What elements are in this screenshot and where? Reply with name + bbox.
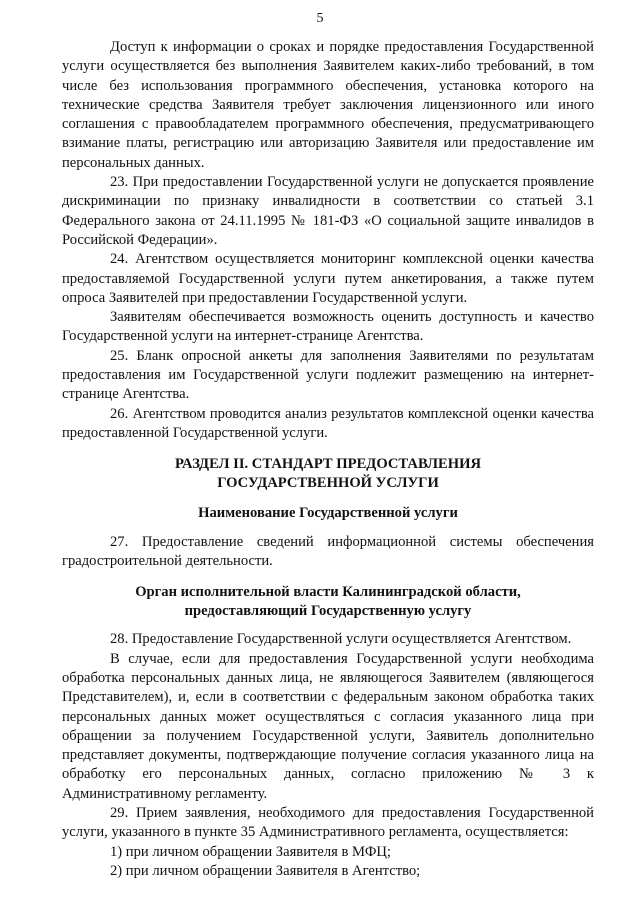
paragraph-29: 29. Прием заявления, необходимого для предоставления Государственной услуги, указанного в пункте 35 Административного регламента, осуществляется: (62, 805, 594, 841)
document-body (62, 38, 594, 881)
paragraph-24: 24. Агентством осуществляется мониторинг комплексной оценки качества предоставляемой Государственной услуги путем анкетирования, а также путем опроса Заявителей при предоставлении Государственной услуги. (62, 251, 594, 306)
subsection-title-service-name: Наименование Государственной услуги (198, 505, 458, 522)
subsection-heading-authority (62, 583, 594, 620)
subsection-title-authority-line-2: предоставляющий Государственную услугу (184, 602, 472, 619)
paragraph-28: 28. Предоставление Государственной услуги осуществляется Агентством. (110, 631, 572, 648)
paragraph-quality-assessment: Заявителям обеспечивается возможность оценить доступность и качество Государственной услуги на интернет-странице Агентства. (62, 309, 594, 345)
paragraph-26: 26. Агентством проводится анализ результатов комплексной оценки качества предоставленной Государственной услуги. (62, 405, 594, 441)
section-title-line-2: ГОСУДАРСТВЕННОЙ УСЛУГИ (217, 474, 439, 491)
paragraph-info-access: Доступ к информации о сроках и порядке предоставления Государственной услуги осуществляется без выполнения Заявителем каких-либо требований, в том числе без использования программного обеспечения, установка которого на технические средства Заявителя требует заключения лицензионного или иного соглашения с правообладателем программного обеспечения, предусматривающего взимание платы, регистрацию или авторизацию Заявителя или предоставление им персональных данных. (62, 39, 594, 171)
paragraph-27: 27. Предоставление сведений информационной системы обеспечения градостроительной деятельности. (62, 533, 594, 570)
subsection-title-authority-line-1: Орган исполнительной власти Калининградской области, (135, 584, 521, 601)
list-item-agency: 2) при личном обращении Заявителя в Агентство; (110, 862, 421, 879)
list-item-mfc: 1) при личном обращении Заявителя в МФЦ; (110, 843, 391, 860)
subsection-heading-service-name (62, 504, 594, 523)
section-heading (62, 455, 594, 492)
page-number: 5 (316, 11, 324, 26)
paragraph-23: 23. При предоставлении Государственной услуги не допускается проявление дискриминации по признаку инвалидности в соответствии со статьей 3.1 Федерального закона от 24.11.1995 № 181-ФЗ «О социальной защите инвалидов в Российской Федерации». (62, 174, 594, 248)
paragraph-personal-data: В случае, если для предоставления Государственной услуги необходима обработка персональных данных лица, не являющегося Заявителем (являющегося Представителем), и, если в соответствии с федеральным законом обработка таких персональных данных может осуществляться с согласия указанного лица при обращении за получением Государственной услуги, Заявитель дополнительно представляет документы, подтверждающие получение согласия указанного лица на обработку его персональных данных, согласно приложению № 3 к Административному регламенту. (62, 650, 594, 802)
paragraph-25: 25. Бланк опросной анкеты для заполнения Заявителями по результатам предоставления им Государственной услуги подлежит размещению на интернет-странице Агентства. (62, 347, 594, 403)
section-title-line-1: РАЗДЕЛ II. СТАНДАРТ ПРЕДОСТАВЛЕНИЯ (175, 456, 481, 473)
